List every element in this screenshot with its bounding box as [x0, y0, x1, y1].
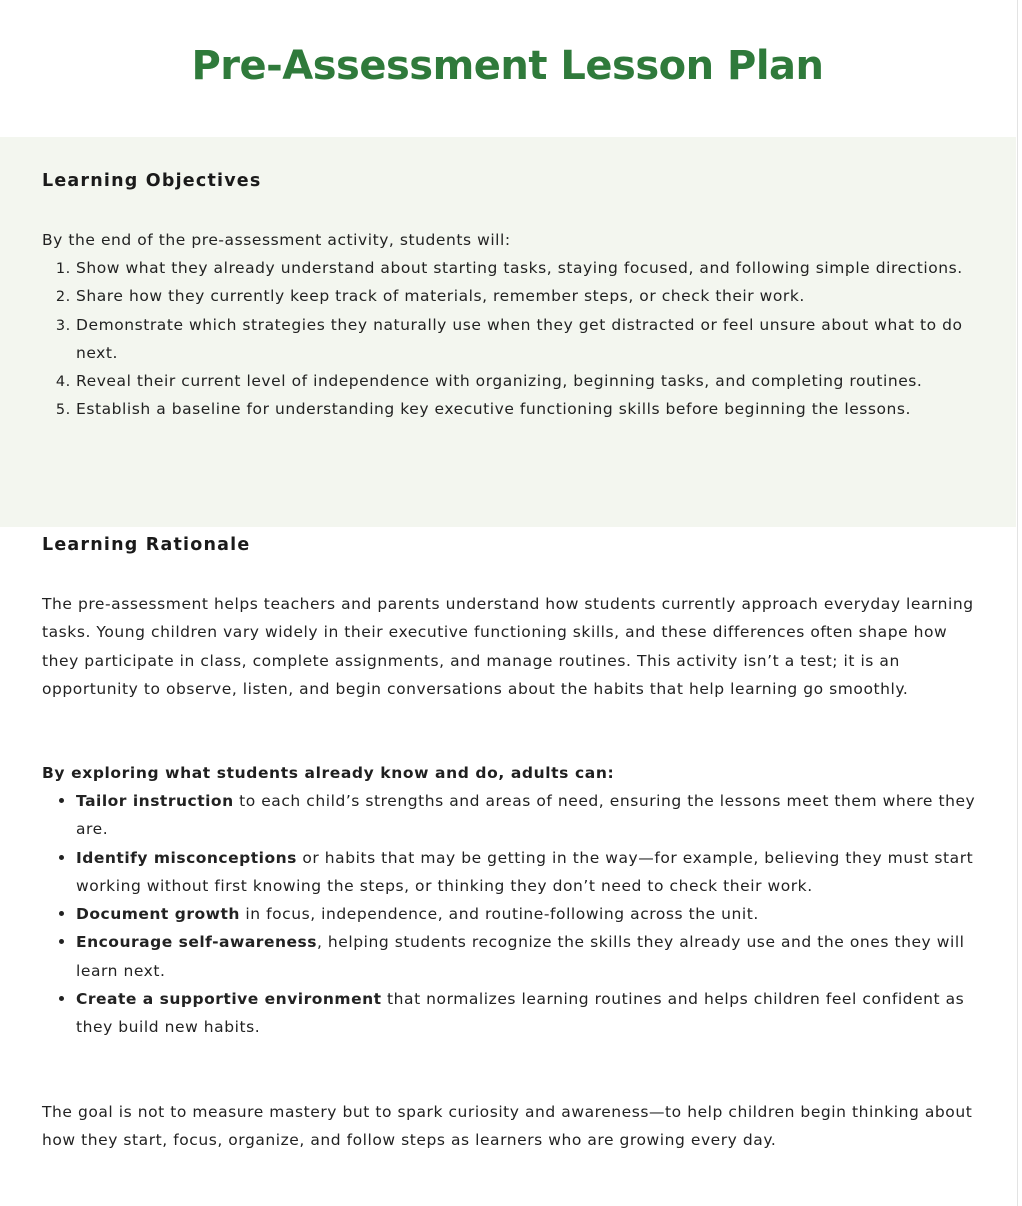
objective-item: 4. Reveal their current level of independence with organizing, beginning tasks, and completing routines. [76, 367, 986, 395]
benefit-description: or habits that may be getting in the way—for example, believing they must start working without first knowing the steps, or thinking they don’t need to check their work. [76, 848, 974, 895]
benefit-description: to each child’s strengths and areas of need, ensuring the lessons meet them where they are. [76, 792, 976, 839]
benefit-term: Encourage self-awareness [76, 933, 317, 952]
benefit-description: that normalizes learning routines and helps children feel confident as they build new habits. [76, 990, 965, 1037]
objective-item: 1. Show what they already understand about starting tasks, staying focused, and following simple directions. [76, 254, 986, 282]
rationale-subheading: By exploring what students already know and do, adults can: [42, 764, 615, 782]
benefit-term: Create a supportive environment [76, 990, 382, 1009]
learning-rationale-heading: Learning Rationale [42, 535, 251, 555]
benefit-description: , helping students recognize the skills they already use and the ones they will learn next. [76, 933, 965, 980]
benefit-item [76, 787, 1006, 844]
objective-item: 5. Establish a baseline for understanding key executive functioning skills before beginning the lessons. [76, 395, 986, 423]
benefit-term: Identify misconceptions [76, 848, 297, 867]
closing-paragraph: The goal is not to measure mastery but to spark curiosity and awareness—to help children begin thinking about how they start, focus, organize, and follow steps as learners who are growing every day. [42, 1103, 973, 1150]
benefit-item [76, 985, 1006, 1042]
benefit-item [76, 844, 1006, 901]
objective-item: 3. Demonstrate which strategies they naturally use when they get distracted or feel unsure about what to do next. [76, 311, 986, 368]
objectives-list [42, 254, 986, 424]
page-edge-rule [1017, 0, 1018, 1206]
benefits-list [42, 787, 1006, 1042]
benefit-item [76, 900, 1006, 928]
page-title: Pre-Assessment Lesson Plan [191, 43, 824, 89]
benefit-description: in focus, independence, and routine-following across the unit. [239, 905, 759, 924]
benefit-item [76, 928, 1006, 985]
objectives-intro: By the end of the pre-assessment activity, students will: [42, 231, 511, 249]
objective-item: 2. Share how they currently keep track of materials, remember steps, or check their work. [76, 282, 986, 310]
rationale-paragraph: The pre-assessment helps teachers and parents understand how students currently approach everyday learning tasks. Young children vary widely in their executive functioning skills, and these differences often shape how they participate in class, complete assignments, and manage routines. This activity isn’t a test; it is an opportunity to observe, listen, and begin conversations about the habits that help learning go smoothly. [42, 595, 974, 698]
benefit-term: Tailor instruction [76, 792, 234, 810]
learning-objectives-heading: Learning Objectives [42, 171, 262, 191]
benefit-term: Document growth [76, 905, 240, 924]
